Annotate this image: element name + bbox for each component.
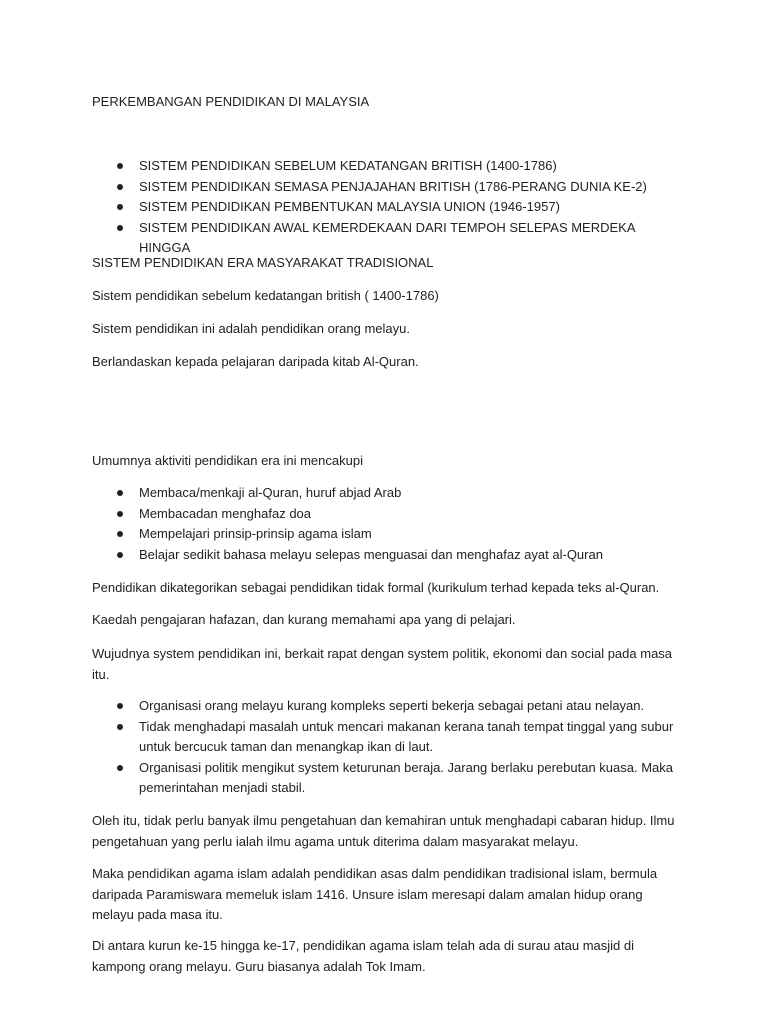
paragraph: Kaedah pengajaran hafazan, dan kurang memahami apa yang di pelajari. xyxy=(92,612,516,627)
list-item: Mempelajari prinsip-prinsip agama islam xyxy=(92,524,678,545)
list-item: SISTEM PENDIDIKAN SEMASA PENJAJAHAN BRITISH (1786-PERANG DUNIA KE-2) xyxy=(92,177,678,198)
paragraph: Sistem pendidikan sebelum kedatangan british ( 1400-1786) xyxy=(92,288,439,303)
list-item: Tidak menghadapi masalah untuk mencari makanan kerana tanah tempat tinggal yang subur untuk bercucuk taman dan menangkap ikan di laut. xyxy=(92,717,678,758)
list-item: SISTEM PENDIDIKAN PEMBENTUKAN MALAYSIA UNION (1946-1957) xyxy=(92,197,678,218)
list-item: Membacadan menghafaz doa xyxy=(92,504,678,525)
education-periods-list xyxy=(92,156,678,259)
paragraph: Oleh itu, tidak perlu banyak ilmu pengetahuan dan kemahiran untuk menghadapi cabaran hidup. Ilmu pengetahuan yang perlu ialah ilmu agama untuk diterima dalam masyarakat melayu. xyxy=(92,813,675,849)
paragraph: Di antara kurun ke-15 hingga ke-17, pendidikan agama islam telah ada di surau atau masjid di kampong orang melayu. Guru biasanya adalah Tok Imam. xyxy=(92,938,634,974)
paragraph: Wujudnya system pendidikan ini, berkait rapat dengan system politik, ekonomi dan social pada masa itu. xyxy=(92,646,673,682)
paragraph: Umumnya aktiviti pendidikan era ini mencakupi xyxy=(92,453,363,468)
document-title: PERKEMBANGAN PENDIDIKAN DI MALAYSIA xyxy=(92,94,370,109)
paragraph: Pendidikan dikategorikan sebagai pendidikan tidak formal (kurikulum terhad kepada teks al-Quran. xyxy=(92,580,660,595)
paragraph: Maka pendidikan agama islam adalah pendidikan asas dalm pendidikan tradisional islam, bermula daripada Paramiswara memeluk islam 1416. Unsure islam meresapi dalam amalan hidup orang melayu pada masa itu. xyxy=(92,866,658,922)
list-item: SISTEM PENDIDIKAN SEBELUM KEDATANGAN BRITISH (1400-1786) xyxy=(92,156,678,177)
list-item: SISTEM PENDIDIKAN AWAL KEMERDEKAAN DARI TEMPOH SELEPAS MERDEKA HINGGA xyxy=(92,218,678,259)
activities-list xyxy=(92,483,678,565)
list-item: Belajar sedikit bahasa melayu selepas menguasai dan menghafaz ayat al-Quran xyxy=(92,545,678,566)
list-item: Membaca/menkaji al-Quran, huruf abjad Arab xyxy=(92,483,678,504)
paragraph: Sistem pendidikan ini adalah pendidikan orang melayu. xyxy=(92,321,410,336)
list-item: Organisasi politik mengikut system keturunan beraja. Jarang berlaku perebutan kuasa. Maka pemerintahan menjadi stabil. xyxy=(92,758,678,799)
list-item: Organisasi orang melayu kurang kompleks seperti bekerja sebagai petani atau nelayan. xyxy=(92,696,678,717)
paragraph: Berlandaskan kepada pelajaran daripada kitab Al-Quran. xyxy=(92,354,419,369)
section-heading: SISTEM PENDIDIKAN ERA MASYARAKAT TRADISIONAL xyxy=(92,255,434,270)
social-conditions-list xyxy=(92,696,678,799)
